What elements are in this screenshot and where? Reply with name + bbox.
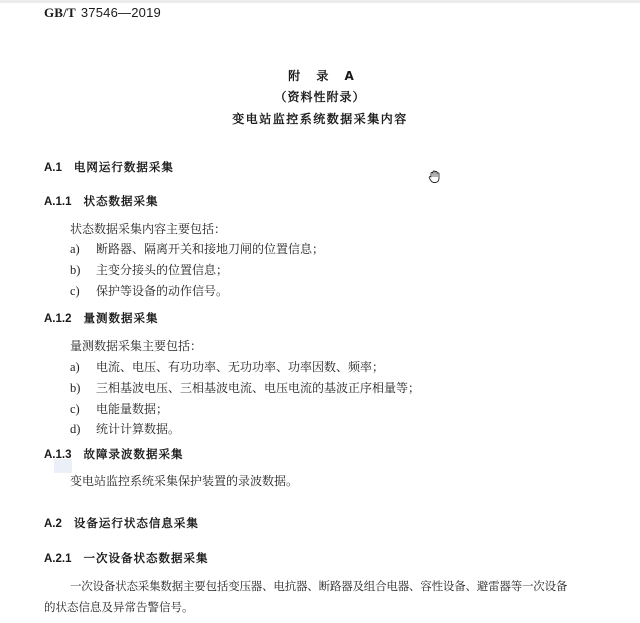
list-text: 断路器、隔离开关和接地刀闸的位置信息； (96, 242, 325, 256)
section-heading-a2 (44, 515, 199, 531)
section-heading-a13 (44, 446, 184, 462)
list-marker: a) (70, 242, 80, 256)
list-item (70, 240, 324, 257)
list-marker: c) (70, 402, 80, 416)
section-number: A.1.2 (44, 313, 72, 325)
standard-code (44, 5, 161, 21)
section-title: 设备运行状态信息采集 (73, 516, 199, 530)
section-a21-body-line1: 一次设备状态采集数据主要包括变压器、电抗器、断路器及组合电器、容性设备、避雷器等一次设备 (70, 579, 568, 593)
list-item (70, 400, 168, 417)
list-item (70, 420, 180, 437)
section-title: 故障录波数据采集 (83, 447, 184, 461)
section-number: A.1.3 (44, 449, 72, 461)
list-item (70, 358, 384, 375)
section-number: A.1 (44, 162, 62, 174)
list-text: 三相基波电压、三相基波电流、电压电流的基波正序相量等； (96, 381, 421, 395)
hand-cursor-icon (427, 169, 443, 185)
section-heading-a12 (44, 310, 159, 326)
list-marker: b) (70, 263, 81, 277)
annex-heading: 附 录 A (288, 69, 360, 83)
standard-number: 37546—2019 (80, 5, 161, 20)
section-heading-a21 (44, 550, 209, 566)
list-marker: d) (70, 422, 81, 436)
section-number: A.1.1 (44, 196, 72, 208)
annex-subject: 变电站监控系统数据采集内容 (232, 112, 408, 126)
standard-prefix: GB/T (44, 5, 76, 20)
list-item (70, 282, 228, 299)
list-text: 主变分接头的位置信息； (96, 263, 229, 277)
section-title: 量测数据采集 (83, 311, 159, 325)
annex-type: （资料性附录） (274, 90, 366, 104)
list-marker: b) (70, 381, 81, 395)
page-top-border (0, 0, 640, 3)
section-number: A.2 (44, 518, 62, 530)
section-number: A.2.1 (44, 553, 72, 565)
list-item (70, 261, 228, 278)
list-item (70, 379, 420, 396)
list-text: 电流、电压、有功功率、无功功率、功率因数、频率； (96, 360, 385, 374)
section-a12-intro: 量测数据采集主要包括： (70, 339, 203, 353)
section-a11-intro: 状态数据采集内容主要包括： (70, 222, 227, 236)
section-title: 一次设备状态数据采集 (83, 551, 209, 565)
section-heading-a11 (44, 193, 159, 209)
list-text: 保护等设备的动作信号。 (96, 284, 229, 298)
section-a21-body-line2: 的状态信息及异常告警信号。 (44, 600, 194, 614)
section-title: 状态数据采集 (83, 194, 159, 208)
list-text: 电能量数据； (96, 402, 169, 416)
section-heading-a1 (44, 159, 174, 175)
list-marker: a) (70, 360, 80, 374)
list-text: 统计计算数据。 (96, 422, 181, 436)
list-marker: c) (70, 284, 80, 298)
section-a13-body: 变电站监控系统采集保护装置的录波数据。 (70, 474, 299, 488)
section-title: 电网运行数据采集 (73, 160, 174, 174)
